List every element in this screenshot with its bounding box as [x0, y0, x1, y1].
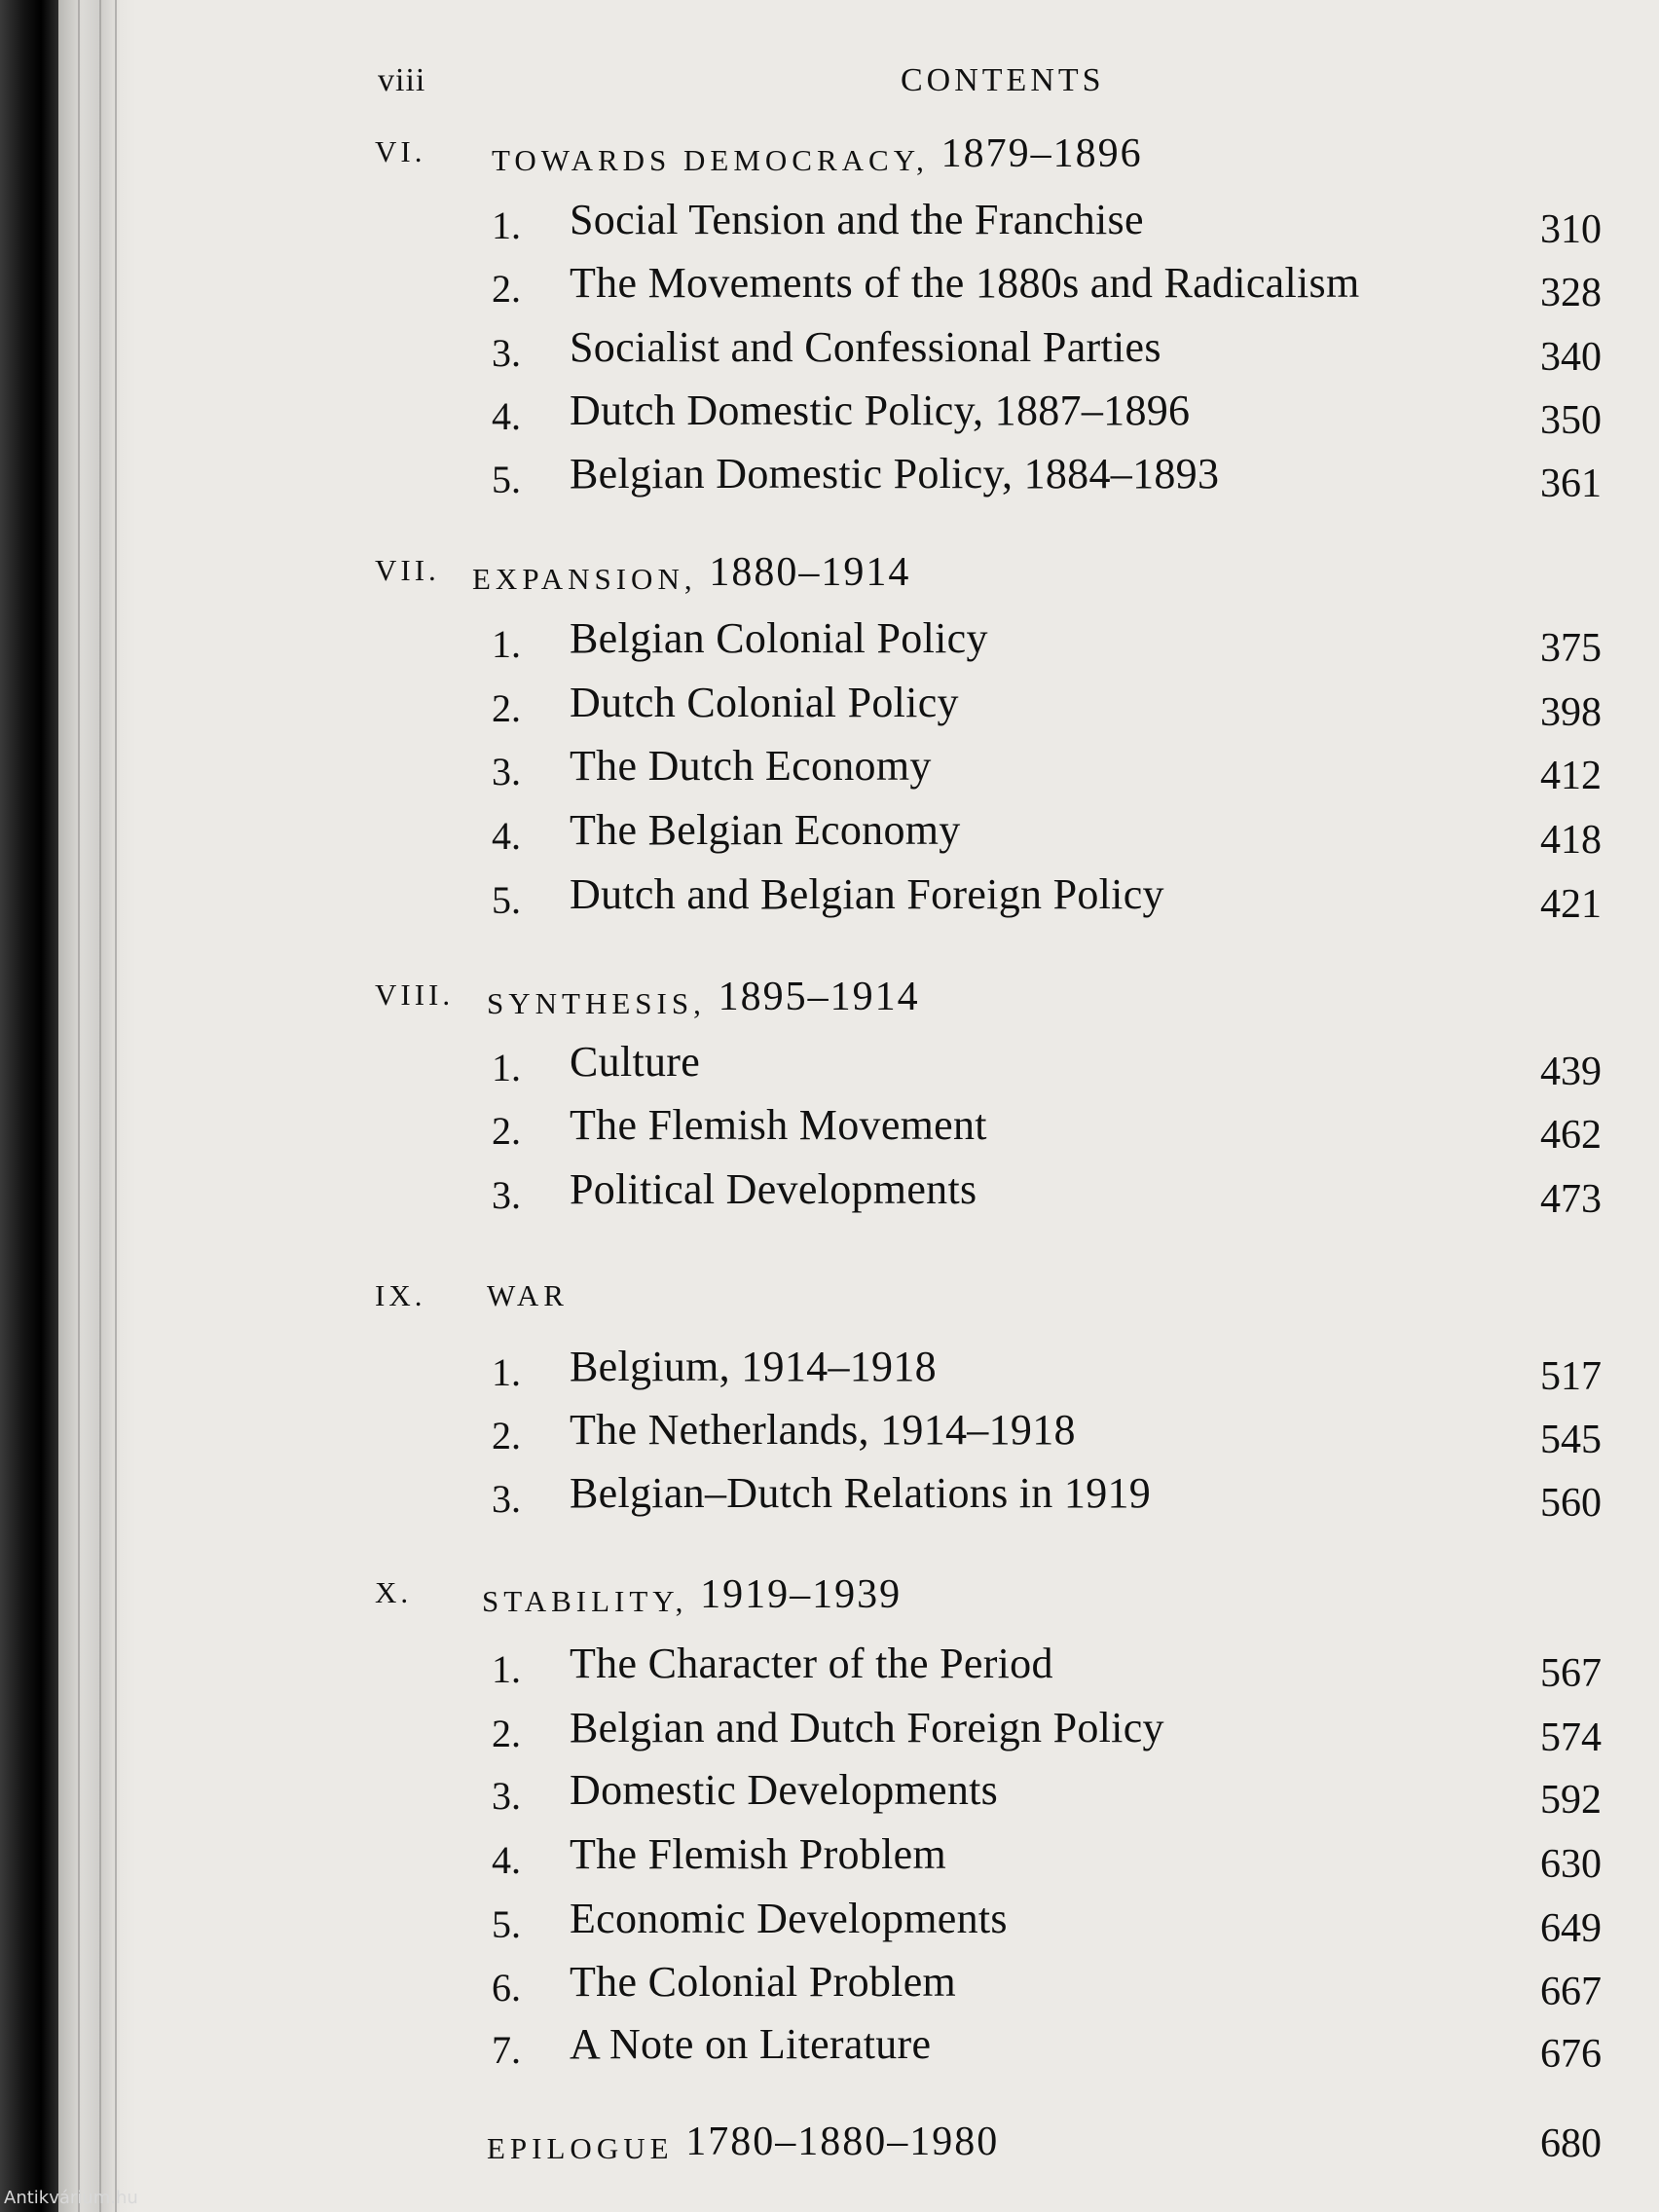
entry-number: 5.: [492, 1902, 521, 1946]
entry-page-number: 592: [1540, 1778, 1602, 1823]
entry-title: Dutch Domestic Policy, 1887–1896: [570, 387, 1191, 434]
epilogue-page-number: 680: [1540, 2121, 1602, 2166]
entry-title: Social Tension and the Franchise: [570, 196, 1144, 243]
entry-title: Belgian Colonial Policy: [570, 614, 988, 662]
entry-number: 2.: [492, 1712, 521, 1755]
part-dates: 1880–1914: [709, 550, 911, 595]
entry-number: 1.: [492, 622, 521, 666]
entry-number: 5.: [492, 458, 521, 501]
entry-number: 3.: [492, 1774, 521, 1818]
entry-page-number: 574: [1540, 1715, 1602, 1760]
part-dates: 1919–1939: [700, 1572, 903, 1617]
entry-title: The Belgian Economy: [570, 806, 961, 854]
entry-title: The Dutch Economy: [570, 742, 932, 790]
entry-title: Belgian–Dutch Relations in 1919: [570, 1469, 1152, 1517]
entry-number: 4.: [492, 1838, 521, 1882]
part-numeral: IX.: [375, 1278, 426, 1312]
entry-title: Belgian Domestic Policy, 1884–1893: [570, 450, 1220, 498]
page-number: viii: [378, 62, 426, 98]
entry-title: Political Developments: [570, 1165, 977, 1213]
entry-page-number: 310: [1540, 207, 1602, 252]
entry-page-number: 545: [1540, 1418, 1602, 1462]
entry-page-number: 340: [1540, 335, 1602, 380]
part-title-text: STABILITY,: [482, 1584, 688, 1618]
entry-page-number: 412: [1540, 754, 1602, 798]
entry-number: 5.: [492, 878, 521, 922]
entry-number: 3.: [492, 750, 521, 793]
entry-page-number: 630: [1540, 1842, 1602, 1887]
part-numeral: VII.: [375, 553, 440, 587]
entry-page-number: 676: [1540, 2032, 1602, 2077]
part-numeral: VIII.: [375, 977, 455, 1012]
entry-page-number: 439: [1540, 1050, 1602, 1094]
entry-page-number: 328: [1540, 271, 1602, 315]
entry-title: The Netherlands, 1914–1918: [570, 1406, 1076, 1454]
part-title: [487, 977, 920, 1024]
entry-number: 1.: [492, 1046, 521, 1089]
part-title-text: EXPANSION,: [472, 562, 697, 596]
entry-number: 2.: [492, 267, 521, 311]
entry-title: The Flemish Movement: [570, 1101, 987, 1149]
entry-number: 3.: [492, 331, 521, 375]
entry-page-number: 361: [1540, 461, 1602, 506]
part-title: [487, 1278, 569, 1313]
entry-number: 4.: [492, 394, 521, 438]
entry-title: Dutch and Belgian Foreign Policy: [570, 870, 1164, 918]
entry-number: 3.: [492, 1477, 521, 1521]
entry-number: 3.: [492, 1173, 521, 1217]
running-head: CONTENTS: [901, 62, 1105, 98]
entry-title: The Character of the Period: [570, 1640, 1053, 1687]
entry-title: The Movements of the 1880s and Radicalism: [570, 259, 1360, 307]
page-edges: [58, 0, 136, 2212]
part-dates: 1895–1914: [718, 975, 920, 1019]
part-numeral: VI.: [375, 134, 426, 168]
entry-number: 1.: [492, 1350, 521, 1394]
part-title-text: WAR: [487, 1278, 569, 1312]
entry-number: 2.: [492, 1414, 521, 1457]
entry-page-number: 350: [1540, 398, 1602, 443]
entry-title: Belgium, 1914–1918: [570, 1343, 937, 1390]
entry-title: Socialist and Confessional Parties: [570, 323, 1161, 371]
part-title-text: SYNTHESIS,: [487, 986, 706, 1020]
entry-page-number: 462: [1540, 1113, 1602, 1158]
epilogue-title: EPILOGUE: [487, 2131, 674, 2165]
watermark: Antikvárium.hu: [4, 2188, 138, 2208]
entry-number: 1.: [492, 203, 521, 247]
entry-page-number: 649: [1540, 1906, 1602, 1951]
entry-number: 1.: [492, 1647, 521, 1691]
epilogue-heading: [487, 2122, 999, 2169]
entry-number: 7.: [492, 2028, 521, 2072]
entry-title: The Flemish Problem: [570, 1830, 947, 1878]
entry-page-number: 473: [1540, 1177, 1602, 1222]
entry-page-number: 667: [1540, 1970, 1602, 2014]
part-numeral: X.: [375, 1575, 413, 1609]
entry-page-number: 560: [1540, 1481, 1602, 1526]
entry-number: 2.: [492, 1109, 521, 1153]
part-title: [482, 1572, 903, 1622]
entry-page-number: 398: [1540, 690, 1602, 735]
book-binding: [0, 0, 58, 2212]
entry-page-number: 375: [1540, 626, 1602, 671]
entry-page-number: 517: [1540, 1354, 1602, 1399]
entry-title: Culture: [570, 1038, 701, 1086]
part-title-text: TOWARDS DEMOCRACY,: [492, 143, 929, 177]
entry-title: Dutch Colonial Policy: [570, 679, 959, 726]
part-title: [472, 550, 911, 600]
entry-number: 2.: [492, 686, 521, 730]
entry-title: Domestic Developments: [570, 1766, 999, 1814]
entry-title: The Colonial Problem: [570, 1958, 957, 2006]
part-title: [492, 131, 1143, 181]
entry-number: 6.: [492, 1966, 521, 2009]
entry-number: 4.: [492, 814, 521, 858]
entry-title: Economic Developments: [570, 1895, 1008, 1942]
entry-title: Belgian and Dutch Foreign Policy: [570, 1704, 1164, 1751]
part-dates: 1879–1896: [940, 131, 1143, 176]
entry-title: A Note on Literature: [570, 2020, 932, 2068]
epilogue-dates: 1780–1880–1980: [685, 2120, 1000, 2164]
entry-page-number: 567: [1540, 1651, 1602, 1696]
entry-page-number: 421: [1540, 882, 1602, 927]
entry-page-number: 418: [1540, 818, 1602, 863]
